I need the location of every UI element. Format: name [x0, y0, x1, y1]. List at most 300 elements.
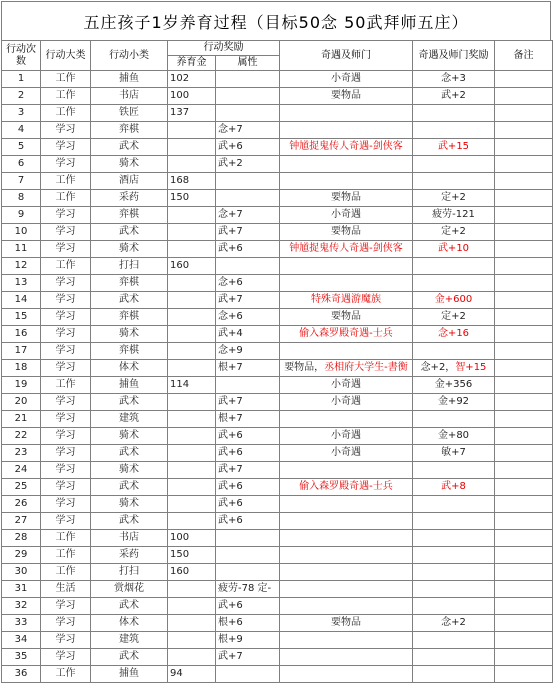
cell-attribute: [216, 105, 280, 122]
cell-encounter: 偷入森罗殿奇遇-士兵: [280, 326, 413, 343]
cell-encounter-reward: [413, 275, 495, 292]
col-header-major: 行动大类: [41, 41, 91, 71]
cell-attribute: [216, 666, 280, 683]
cell-encounter: 要物品: [280, 309, 413, 326]
cell-action-minor: 打扫: [91, 564, 168, 581]
cell-nurture-gold: [168, 462, 216, 479]
cell-action-number: 32: [2, 598, 41, 615]
cell-action-major: 生活: [41, 581, 91, 598]
cell-action-major: 工作: [41, 564, 91, 581]
table-row: [2, 394, 553, 411]
table-row: [2, 173, 553, 190]
table-row: [2, 88, 553, 105]
cell-action-major: 工作: [41, 530, 91, 547]
table-row: [2, 462, 553, 479]
table-row: [2, 122, 553, 139]
cell-encounter-reward: [413, 258, 495, 275]
table-row: [2, 326, 553, 343]
table-row: [2, 615, 553, 632]
cell-nurture-gold: 150: [168, 547, 216, 564]
cell-action-number: 18: [2, 360, 41, 377]
col-header-num: 行动次数: [2, 41, 41, 71]
cell-encounter-reward: [413, 547, 495, 564]
cell-attribute: 根+7: [216, 360, 280, 377]
cell-action-number: 17: [2, 343, 41, 360]
cell-action-major: 学习: [41, 241, 91, 258]
cell-attribute: [216, 377, 280, 394]
cell-action-major: 工作: [41, 258, 91, 275]
cell-attribute: [216, 190, 280, 207]
cell-encounter: [280, 105, 413, 122]
table-row: [2, 292, 553, 309]
cell-nurture-gold: 160: [168, 564, 216, 581]
cell-nurture-gold: [168, 122, 216, 139]
cell-nurture-gold: [168, 292, 216, 309]
cell-action-major: 工作: [41, 88, 91, 105]
cell-action-minor: 采药: [91, 190, 168, 207]
cell-action-minor: 建筑: [91, 632, 168, 649]
cell-action-number: 10: [2, 224, 41, 241]
table-row: [2, 309, 553, 326]
cell-nurture-gold: [168, 156, 216, 173]
cell-encounter-reward: [413, 632, 495, 649]
table-row: [2, 564, 553, 581]
cell-encounter: [280, 666, 413, 683]
reward-part-2: 智+15: [455, 362, 487, 373]
cell-action-number: 7: [2, 173, 41, 190]
cell-action-minor: 武术: [91, 598, 168, 615]
cell-encounter: [280, 496, 413, 513]
cell-action-minor: 捕鱼: [91, 666, 168, 683]
cell-action-minor: 弈棋: [91, 275, 168, 292]
cell-action-number: 15: [2, 309, 41, 326]
cell-action-major: 学习: [41, 496, 91, 513]
cell-action-major: 学习: [41, 649, 91, 666]
cell-note: [495, 615, 553, 632]
cell-note: [495, 479, 553, 496]
cell-encounter: [280, 513, 413, 530]
cell-nurture-gold: 100: [168, 530, 216, 547]
table-row: [2, 241, 553, 258]
cell-action-minor: 弈棋: [91, 122, 168, 139]
cell-note: [495, 394, 553, 411]
cell-encounter: [280, 411, 413, 428]
cell-attribute: 念+7: [216, 122, 280, 139]
table-row: [2, 598, 553, 615]
cell-action-minor: 弈棋: [91, 207, 168, 224]
cell-action-number: 1: [2, 71, 41, 88]
cell-nurture-gold: [168, 207, 216, 224]
cell-action-number: 11: [2, 241, 41, 258]
cell-encounter: [280, 360, 413, 377]
cell-attribute: [216, 71, 280, 88]
cell-attribute: [216, 564, 280, 581]
cell-encounter-reward: 金+600: [413, 292, 495, 309]
cell-action-major: 学习: [41, 292, 91, 309]
cell-encounter: [280, 275, 413, 292]
col-header-attr: 属性: [216, 56, 280, 71]
cell-nurture-gold: [168, 581, 216, 598]
cell-action-minor: 铁匠: [91, 105, 168, 122]
cell-encounter: 小奇遇: [280, 207, 413, 224]
cell-attribute: 武+2: [216, 156, 280, 173]
cell-action-number: 26: [2, 496, 41, 513]
table-row: [2, 666, 553, 683]
cell-note: [495, 224, 553, 241]
table-row: [2, 530, 553, 547]
table-row: [2, 156, 553, 173]
cell-note: [495, 343, 553, 360]
cell-nurture-gold: [168, 275, 216, 292]
cell-action-minor: 体术: [91, 615, 168, 632]
cell-action-minor: 武术: [91, 292, 168, 309]
cell-attribute: 武+7: [216, 224, 280, 241]
cell-action-minor: 骑术: [91, 326, 168, 343]
cell-attribute: 武+6: [216, 445, 280, 462]
cell-nurture-gold: 137: [168, 105, 216, 122]
cell-action-minor: 骑术: [91, 462, 168, 479]
cell-encounter-reward: 定+2: [413, 224, 495, 241]
cell-attribute: 武+6: [216, 241, 280, 258]
cell-action-number: 13: [2, 275, 41, 292]
cell-encounter: [280, 462, 413, 479]
cell-encounter-reward: 武+15: [413, 139, 495, 156]
cell-action-minor: 捕鱼: [91, 377, 168, 394]
cell-action-minor: 书店: [91, 530, 168, 547]
cell-action-number: 34: [2, 632, 41, 649]
cell-attribute: 武+7: [216, 649, 280, 666]
cell-encounter-reward: 武+8: [413, 479, 495, 496]
cell-nurture-gold: [168, 649, 216, 666]
cell-nurture-gold: 102: [168, 71, 216, 88]
table-row: [2, 428, 553, 445]
table-row: [2, 445, 553, 462]
cell-note: [495, 360, 553, 377]
cell-note: [495, 292, 553, 309]
cell-attribute: [216, 88, 280, 105]
cell-encounter: 要物品: [280, 615, 413, 632]
cell-encounter: 偷入森罗殿奇遇-士兵: [280, 479, 413, 496]
cell-nurture-gold: 168: [168, 173, 216, 190]
cell-encounter: 要物品: [280, 224, 413, 241]
cell-action-minor: 书店: [91, 88, 168, 105]
cell-action-number: 25: [2, 479, 41, 496]
cell-action-minor: 武术: [91, 224, 168, 241]
cell-attribute: 武+6: [216, 139, 280, 156]
table-row: [2, 139, 553, 156]
cell-action-minor: 武术: [91, 394, 168, 411]
cell-attribute: 念+7: [216, 207, 280, 224]
cell-attribute: 武+7: [216, 394, 280, 411]
cell-encounter-reward: [413, 462, 495, 479]
cell-action-number: 19: [2, 377, 41, 394]
cell-encounter-reward: [413, 173, 495, 190]
cell-action-number: 12: [2, 258, 41, 275]
cell-encounter: [280, 632, 413, 649]
cell-action-major: 学习: [41, 343, 91, 360]
cell-encounter-reward: 念+3: [413, 71, 495, 88]
cell-note: [495, 139, 553, 156]
cell-action-number: 30: [2, 564, 41, 581]
cell-note: [495, 666, 553, 683]
encounter-part-2: 丞相府大学生-書衡: [324, 362, 408, 373]
cell-action-number: 35: [2, 649, 41, 666]
cell-note: [495, 190, 553, 207]
cell-encounter: 小奇遇: [280, 394, 413, 411]
cell-nurture-gold: [168, 445, 216, 462]
cell-attribute: 武+7: [216, 462, 280, 479]
cell-attribute: 根+6: [216, 615, 280, 632]
cell-encounter: [280, 530, 413, 547]
cell-encounter: 小奇遇: [280, 445, 413, 462]
cell-action-major: 工作: [41, 71, 91, 88]
sheet-title: 五庄孩子1岁养育过程（目标50念 50武拜师五庄）: [1, 1, 551, 40]
cell-action-minor: 骑术: [91, 496, 168, 513]
cell-note: [495, 173, 553, 190]
cell-action-number: 16: [2, 326, 41, 343]
cell-attribute: 武+6: [216, 513, 280, 530]
cell-note: [495, 309, 553, 326]
cell-encounter: 小奇遇: [280, 377, 413, 394]
cell-note: [495, 241, 553, 258]
cell-action-number: 5: [2, 139, 41, 156]
cell-encounter: [280, 258, 413, 275]
cell-encounter: [280, 122, 413, 139]
cell-note: [495, 71, 553, 88]
cell-encounter-reward: [413, 156, 495, 173]
table-row: [2, 207, 553, 224]
cell-note: [495, 496, 553, 513]
cell-encounter: 要物品: [280, 88, 413, 105]
cell-encounter: 小奇遇: [280, 428, 413, 445]
cell-action-number: 22: [2, 428, 41, 445]
cell-action-number: 4: [2, 122, 41, 139]
table-row: [2, 513, 553, 530]
cell-encounter-reward: [413, 122, 495, 139]
cell-attribute: 念+9: [216, 343, 280, 360]
cell-note: [495, 411, 553, 428]
cell-encounter: [280, 547, 413, 564]
cell-attribute: 武+6: [216, 496, 280, 513]
cell-action-major: 学习: [41, 411, 91, 428]
table-row: [2, 581, 553, 598]
cell-nurture-gold: 100: [168, 88, 216, 105]
cell-action-minor: 弈棋: [91, 343, 168, 360]
cell-encounter-reward: [413, 666, 495, 683]
cell-action-minor: 弈棋: [91, 309, 168, 326]
cell-nurture-gold: [168, 309, 216, 326]
cell-action-minor: 建筑: [91, 411, 168, 428]
table-row: [2, 275, 553, 292]
table-row: [2, 496, 553, 513]
cell-nurture-gold: [168, 479, 216, 496]
cell-encounter-reward: [413, 496, 495, 513]
table-row: [2, 258, 553, 275]
cell-encounter: [280, 564, 413, 581]
col-header-note: 备注: [495, 41, 553, 71]
table-row: [2, 190, 553, 207]
cell-action-major: 学习: [41, 462, 91, 479]
cell-nurture-gold: [168, 615, 216, 632]
cell-note: [495, 530, 553, 547]
cell-nurture-gold: [168, 224, 216, 241]
cell-attribute: [216, 547, 280, 564]
cell-action-major: 学习: [41, 513, 91, 530]
cell-note: [495, 105, 553, 122]
cell-action-minor: 骑术: [91, 156, 168, 173]
table-row: [2, 377, 553, 394]
cell-action-minor: 赏烟花: [91, 581, 168, 598]
cell-note: [495, 598, 553, 615]
cell-encounter-reward: [413, 343, 495, 360]
cell-note: [495, 258, 553, 275]
cell-action-number: 8: [2, 190, 41, 207]
cell-attribute: 武+6: [216, 428, 280, 445]
cell-nurture-gold: [168, 394, 216, 411]
col-header-gold: 养育金: [168, 56, 216, 71]
table-row: [2, 360, 553, 377]
cell-action-number: 27: [2, 513, 41, 530]
cell-action-minor: 骑术: [91, 428, 168, 445]
cell-action-major: 工作: [41, 377, 91, 394]
cell-action-number: 23: [2, 445, 41, 462]
cell-action-minor: 武术: [91, 649, 168, 666]
cell-attribute: 根+7: [216, 411, 280, 428]
cell-encounter-reward: [413, 564, 495, 581]
cell-action-minor: 捕鱼: [91, 71, 168, 88]
cell-action-number: 6: [2, 156, 41, 173]
cell-encounter-reward: [413, 105, 495, 122]
cell-encounter-reward: 定+2: [413, 190, 495, 207]
cell-note: [495, 428, 553, 445]
cell-nurture-gold: [168, 632, 216, 649]
cell-attribute: [216, 530, 280, 547]
cell-encounter: 小奇遇: [280, 71, 413, 88]
cell-encounter-reward: 念+2: [413, 615, 495, 632]
cell-action-major: 学习: [41, 122, 91, 139]
cell-action-major: 工作: [41, 666, 91, 683]
cell-note: [495, 377, 553, 394]
table-row: [2, 224, 553, 241]
cell-encounter: [280, 173, 413, 190]
cell-action-minor: 采药: [91, 547, 168, 564]
cell-note: [495, 649, 553, 666]
cell-encounter-reward: 定+2: [413, 309, 495, 326]
cell-action-number: 24: [2, 462, 41, 479]
cell-action-major: 学习: [41, 224, 91, 241]
cell-action-major: 学习: [41, 428, 91, 445]
cell-action-minor: 武术: [91, 445, 168, 462]
cell-note: [495, 513, 553, 530]
cell-note: [495, 581, 553, 598]
cell-attribute: 疲劳-78 定-: [216, 581, 280, 598]
cell-nurture-gold: [168, 343, 216, 360]
cell-attribute: [216, 173, 280, 190]
cell-nurture-gold: [168, 326, 216, 343]
cell-action-minor: 武术: [91, 513, 168, 530]
cell-encounter-reward: 金+92: [413, 394, 495, 411]
cell-note: [495, 547, 553, 564]
cell-attribute: 根+9: [216, 632, 280, 649]
cell-action-major: 工作: [41, 190, 91, 207]
cell-encounter: [280, 598, 413, 615]
cell-encounter-reward: 武+2: [413, 88, 495, 105]
cell-action-major: 学习: [41, 445, 91, 462]
cell-action-major: 学习: [41, 632, 91, 649]
cell-nurture-gold: 114: [168, 377, 216, 394]
cell-encounter-reward: [413, 649, 495, 666]
cell-attribute: [216, 258, 280, 275]
cell-action-major: 工作: [41, 105, 91, 122]
cell-note: [495, 326, 553, 343]
cell-attribute: 武+4: [216, 326, 280, 343]
cell-action-major: 学习: [41, 394, 91, 411]
cell-action-major: 工作: [41, 173, 91, 190]
cell-attribute: 武+6: [216, 598, 280, 615]
col-header-reward-group: 行动奖励: [168, 41, 280, 56]
cell-action-minor: 骑术: [91, 241, 168, 258]
cell-note: [495, 564, 553, 581]
cell-encounter-reward: [413, 530, 495, 547]
cell-attribute: 念+6: [216, 275, 280, 292]
cell-action-minor: 武术: [91, 139, 168, 156]
cell-action-number: 2: [2, 88, 41, 105]
cell-action-minor: 体术: [91, 360, 168, 377]
cell-nurture-gold: 94: [168, 666, 216, 683]
cell-encounter-reward: 金+356: [413, 377, 495, 394]
cell-action-major: 学习: [41, 598, 91, 615]
cell-encounter: [280, 581, 413, 598]
cell-nurture-gold: [168, 428, 216, 445]
cell-encounter: [280, 156, 413, 173]
cell-action-major: 学习: [41, 139, 91, 156]
cell-encounter-reward: [413, 581, 495, 598]
cell-attribute: 武+6: [216, 479, 280, 496]
cell-encounter-reward: [413, 411, 495, 428]
cell-action-minor: 酒店: [91, 173, 168, 190]
cell-action-major: 学习: [41, 479, 91, 496]
cell-note: [495, 445, 553, 462]
reward-part-1: 念+2，: [420, 362, 456, 373]
col-header-encounter: 奇遇及师门: [280, 41, 413, 71]
nurture-table: [1, 40, 553, 683]
table-row: [2, 71, 553, 88]
cell-action-number: 20: [2, 394, 41, 411]
cell-note: [495, 122, 553, 139]
cell-note: [495, 275, 553, 292]
encounter-part-1: 要物品，: [284, 362, 325, 373]
cell-action-number: 28: [2, 530, 41, 547]
cell-encounter: [280, 343, 413, 360]
cell-action-number: 36: [2, 666, 41, 683]
cell-action-minor: 打扫: [91, 258, 168, 275]
cell-nurture-gold: [168, 360, 216, 377]
cell-encounter-reward: 念+16: [413, 326, 495, 343]
cell-encounter: 特殊奇遇游魔族: [280, 292, 413, 309]
cell-encounter-reward: 武+10: [413, 241, 495, 258]
cell-action-number: 33: [2, 615, 41, 632]
cell-action-minor: 武术: [91, 479, 168, 496]
table-row: [2, 632, 553, 649]
table-row: [2, 105, 553, 122]
cell-action-number: 21: [2, 411, 41, 428]
cell-action-number: 9: [2, 207, 41, 224]
cell-encounter-reward: 疲劳-121: [413, 207, 495, 224]
table-row: [2, 343, 553, 360]
cell-nurture-gold: 150: [168, 190, 216, 207]
table-row: [2, 411, 553, 428]
cell-attribute: 武+7: [216, 292, 280, 309]
